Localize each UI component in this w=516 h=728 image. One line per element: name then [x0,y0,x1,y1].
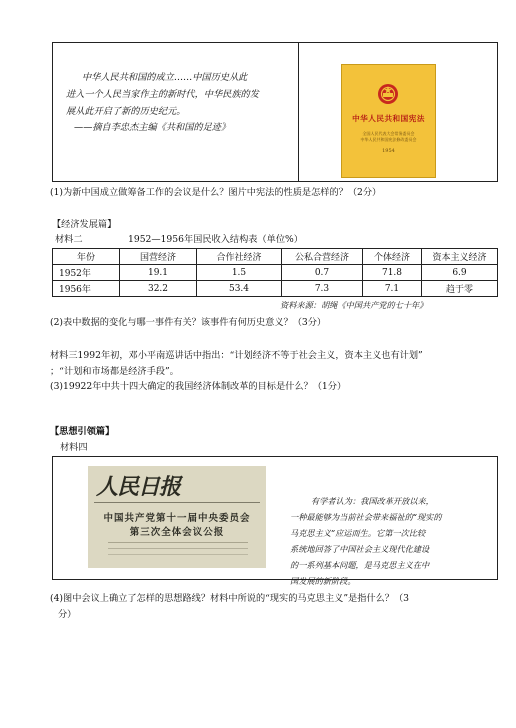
table-cell: 7.1 [363,281,422,297]
table-cell: 趋于零 [422,281,498,297]
question-3: (3)19922年中共十四大确定的我国经济体制改革的目标是什么？（1分） [50,381,347,392]
table-cell: 1952年 [53,265,120,281]
table-row [53,281,498,297]
table-cell: 32.2 [120,281,197,297]
book-year: 1954 [382,148,395,154]
newspaper-headline-1: 中国共产党第十一届中央委员会 [103,513,251,524]
quote-line-2: 进入一个人民当家作主的新时代，中华民族的发 [66,89,259,100]
material-four-line-1: 有学者认为：我国改革开放以来， [311,496,434,506]
text-rule [108,542,248,543]
constitution-book-image [341,64,436,178]
quote-source: ——摘自李忠杰主编《共和国的足迹》 [74,122,231,133]
question-2: (2)表中数据的变化与哪一事件有关？该事件有何历史意义？（3分） [50,317,327,328]
table-cell: 1956年 [53,281,120,297]
table-caption: 1952—1956年国民收入结构表（单位%） [128,234,303,245]
question-4-line-1: (4)图中会议上确立了怎样的思想路线？材料中所说的“现实的马克思主义”是指什么？（3 [50,593,410,604]
material-four-line-5: 的一系列基本问题，是马克思主义在中 [290,560,430,570]
question-4-line-2: 分） [58,609,77,620]
income-structure-table [52,248,498,297]
material-four-line-2: 一种最能够为当前社会带来福祉的“现实的 [290,512,442,522]
table-source: 资料来源：胡绳《中国共产党的七十年》 [280,300,428,310]
quote-line-1: 中华人民共和国的成立……中国历史从此 [82,72,248,83]
table-header-row [53,249,498,265]
material-three-line-1: 材料三1992年初，邓小平南巡讲话中指出：“计划经济不等于社会主义，资本主义也有计划” [50,350,423,361]
book-publisher-line-1: 全国人民代表大会常务委员会 [362,131,415,136]
table-cell: 1.5 [197,265,282,281]
national-emblem-icon [376,83,400,105]
question-1: (1)为新中国成立做筹备工作的会议是什么？图片中宪法的性质是怎样的？（2分） [50,187,382,198]
material-three-line-2: ；“计划和市场都是经济手段”。 [50,366,179,377]
material-four-line-6: 国发展的新阶段。 [290,576,356,586]
quote-line-3: 展从此开启了新的历史纪元。 [66,106,186,117]
newspaper-image [88,466,266,568]
material-one-divider [298,42,299,182]
table-header-cell: 公私合营经济 [282,249,363,265]
table-cell: 0.7 [282,265,363,281]
thought-section-heading: 【思想引领篇】 [50,426,115,437]
table-cell: 71.8 [363,265,422,281]
table-cell: 19.1 [120,265,197,281]
text-rule [108,554,248,555]
table-header-cell: 国营经济 [120,249,197,265]
table-header-cell: 个体经济 [363,249,422,265]
table-header-cell: 资本主义经济 [422,249,498,265]
newspaper-headline-2: 第三次全体会议公报 [129,527,225,538]
table-cell: 6.9 [422,265,498,281]
table-row [53,265,498,281]
table-header-cell: 年份 [53,249,120,265]
material-four-label: 材料四 [60,442,88,453]
table-cell: 53.4 [197,281,282,297]
economy-section-heading: 【经济发展篇】 [52,219,117,230]
newspaper-masthead: 人民日报 [96,474,181,500]
table-cell: 7.3 [282,281,363,297]
table-header-cell: 合作社经济 [197,249,282,265]
material-four-line-4: 系统地回答了中国社会主义现代化建设 [290,544,430,554]
text-rule [108,548,248,549]
masthead-rule [94,502,260,503]
material-four-line-3: 马克思主义”应运而生。它第一次比较 [290,528,426,538]
book-title: 中华人民共和国宪法 [352,114,425,123]
book-publisher-line-2: 中华人民共和国宪法修改委员会 [360,137,417,142]
material-two-label: 材料二 [55,234,83,245]
